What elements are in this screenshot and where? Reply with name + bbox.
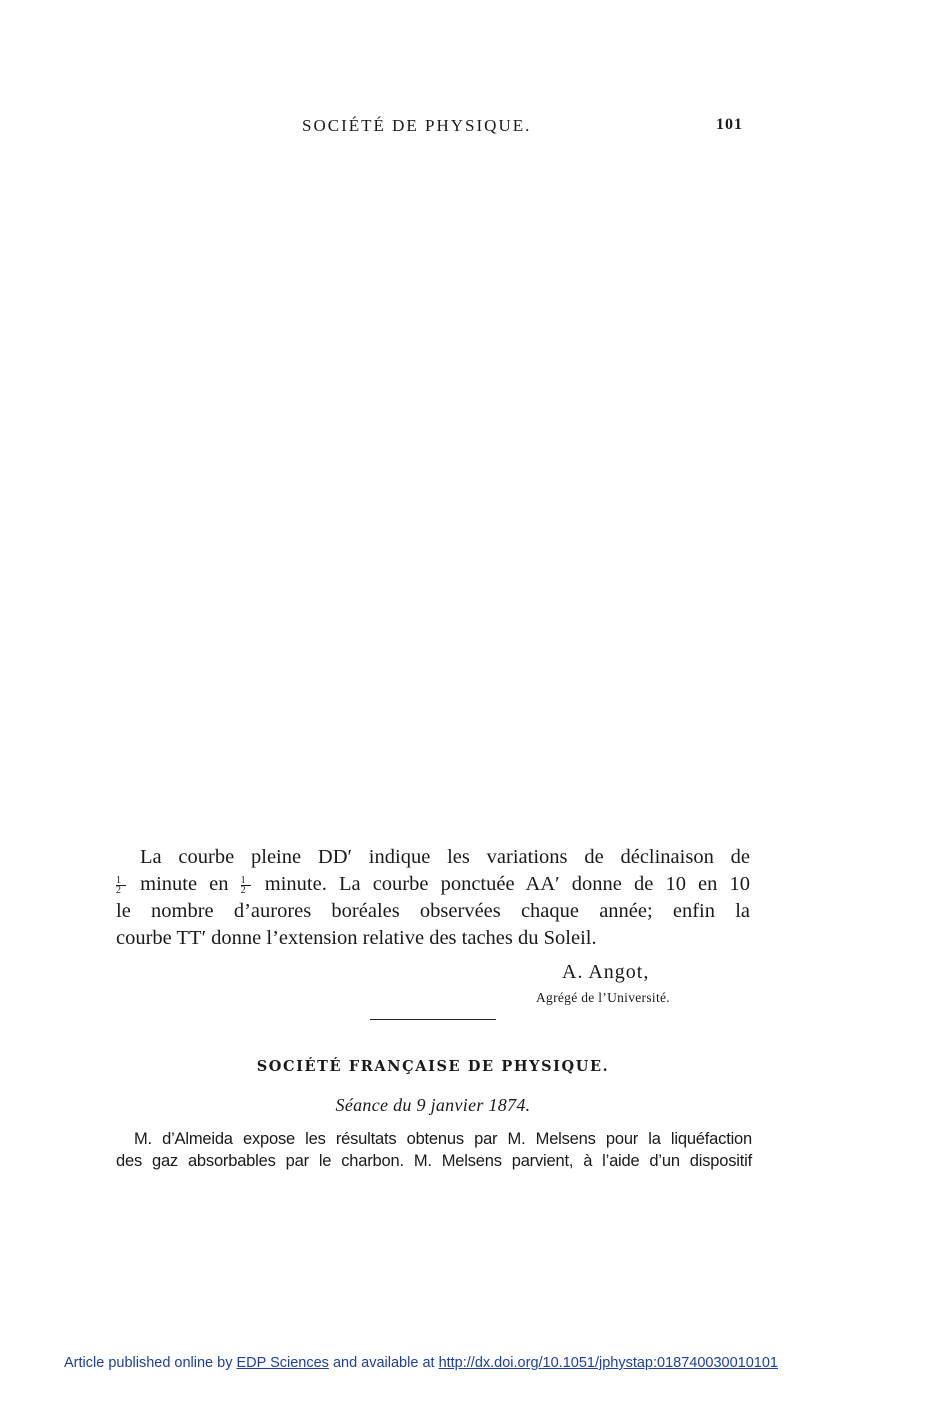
- paragraph-line: [116, 871, 750, 898]
- author-signature: A. Angot,: [562, 961, 650, 983]
- fraction-one-half: [241, 876, 251, 895]
- doi-link[interactable]: http://dx.doi.org/10.1051/jphystap:018740030010101: [438, 1355, 778, 1371]
- paragraph-line: courbe TT′ donne l’extension relative des taches du Soleil.: [116, 927, 597, 949]
- page-number: 101: [716, 116, 743, 133]
- paragraph-line: M. d’Almeida expose les résultats obtenus par M. Melsens pour la liquéfaction: [134, 1130, 752, 1148]
- paragraph-line: le nombre d’aurores boréales observées chaque année; enfin la: [116, 900, 750, 922]
- fraction-denominator: 2: [116, 885, 126, 895]
- paragraph-text: minute en: [140, 873, 229, 895]
- running-head: [0, 116, 930, 138]
- paragraph-line: La courbe pleine DD′ indique les variations de déclinaison de: [140, 846, 750, 868]
- section-divider: [370, 1019, 496, 1020]
- session-paragraph: [116, 1128, 752, 1172]
- fraction-numerator: 1: [240, 874, 246, 886]
- publication-footer: [64, 1355, 778, 1371]
- figure-area: [116, 150, 756, 830]
- publisher-link[interactable]: EDP Sciences: [236, 1355, 329, 1371]
- session-date: Séance du 9 janvier 1874.: [335, 1095, 531, 1115]
- running-title: SOCIÉTÉ DE PHYSIQUE.: [302, 116, 532, 135]
- figure-caption-paragraph: [116, 844, 750, 952]
- fraction-denominator: 2: [241, 885, 251, 895]
- footer-middle: and available at: [332, 1355, 435, 1371]
- fraction-numerator: 1: [116, 874, 121, 886]
- paragraph-text: minute. La courbe ponctuée AA′ donne de 10 en 10: [264, 873, 751, 895]
- footer-prefix: Article published online by: [64, 1355, 233, 1371]
- author-title: Agrégé de l’Université.: [536, 990, 670, 1005]
- section-heading: SOCIÉTÉ FRANÇAISE DE PHYSIQUE.: [256, 1058, 610, 1075]
- fraction-one-half: [116, 876, 126, 895]
- paragraph-line: des gaz absorbables par le charbon. M. Melsens parvient, à l’aide d’un dispositif: [116, 1152, 752, 1170]
